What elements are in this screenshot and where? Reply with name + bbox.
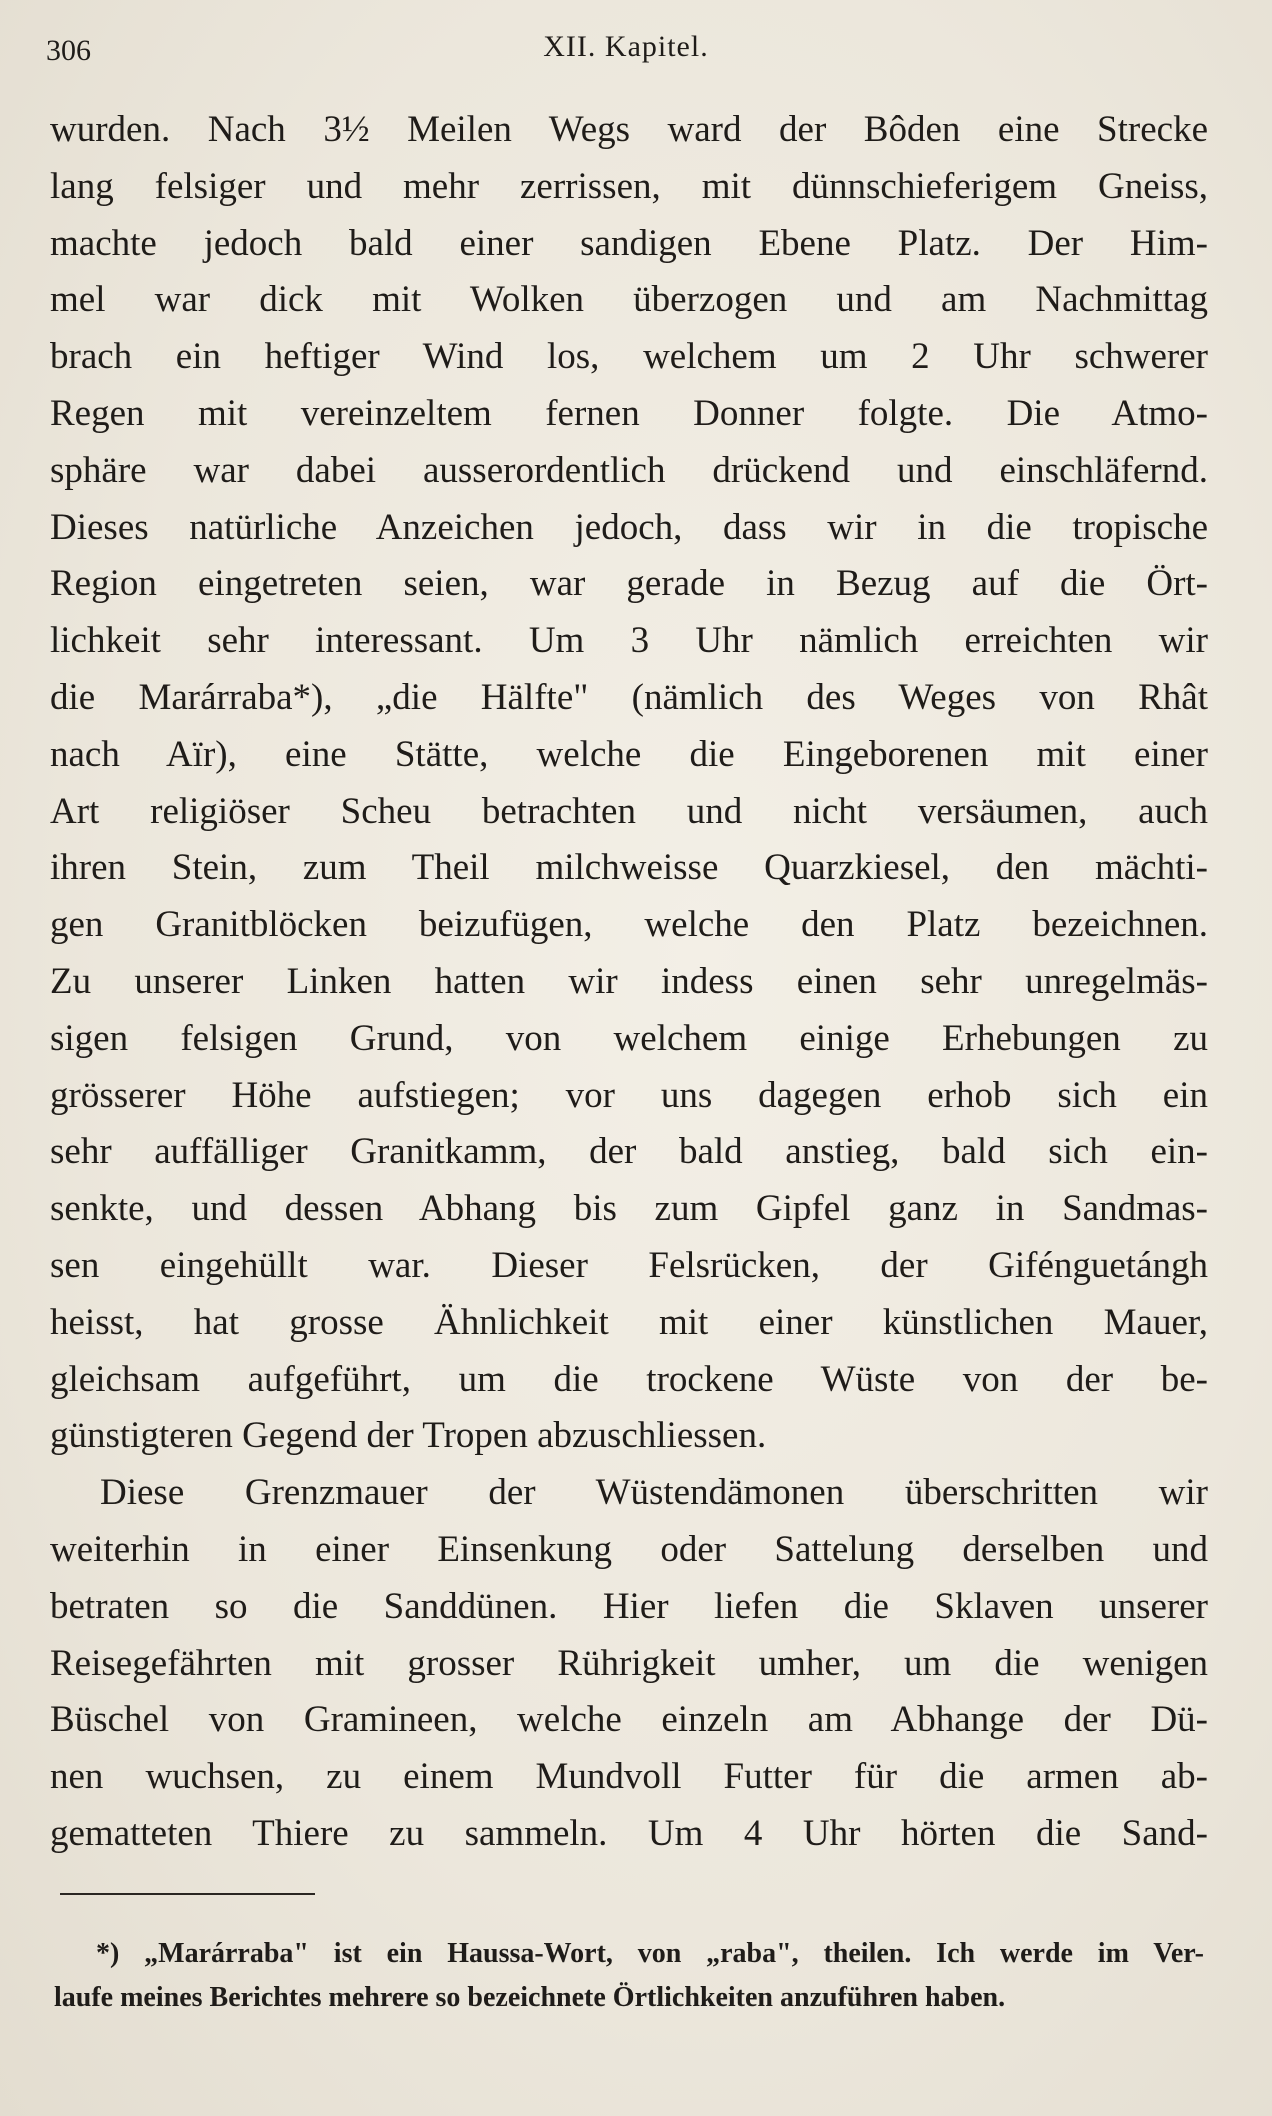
text-line: Zu unserer Linken hatten wir indess einen sehr unregelmäs- <box>50 960 1208 1002</box>
text-line: wurden. Nach 3½ Meilen Wegs ward der Bôden eine Strecke <box>50 109 1208 150</box>
footnote-rule <box>60 1893 315 1895</box>
footnote <box>54 1932 1204 2020</box>
text-line: nach Aïr), eine Stätte, welche die Eingeborenen mit einer <box>50 733 1208 775</box>
text-line: gematteten Thiere zu sammeln. Um 4 Uhr hörten die Sand- <box>50 1812 1208 1854</box>
text-line: lichkeit sehr interessant. Um 3 Uhr nämlich erreichten wir <box>50 620 1208 662</box>
page-number: 306 <box>46 34 91 67</box>
text-line: betraten so die Sanddünen. Hier liefen die Sklaven unserer <box>50 1585 1208 1627</box>
footnote-line: laufe meines Berichtes mehrere so bezeichnete Örtlichkeiten anzuführen haben. <box>54 1982 1006 2013</box>
text-line: lang felsiger und mehr zerrissen, mit dünnschieferigem Gneiss, <box>50 165 1208 207</box>
text-line: Büschel von Gramineen, welche einzeln am Abhange der Dü- <box>50 1699 1208 1741</box>
text-line: weiterhin in einer Einsenkung oder Sattelung derselben und <box>50 1528 1208 1570</box>
text-line: sehr auffälliger Granitkamm, der bald anstieg, bald sich ein- <box>50 1131 1208 1173</box>
text-line: nen wuchsen, zu einem Mundvoll Futter für die armen ab- <box>50 1756 1208 1798</box>
page-header <box>46 30 1206 74</box>
text-line: gen Granitblöcken beizufügen, welche den Platz bezeichnen. <box>50 904 1208 946</box>
text-line: Regen mit vereinzeltem fernen Donner folgte. Die Atmo- <box>50 392 1208 434</box>
running-head: XII. Kapitel. <box>543 30 709 63</box>
text-line: sphäre war dabei ausserordentlich drückend und einschläfernd. <box>50 449 1208 491</box>
footnote-line: *) „Marárraba" ist ein Haussa-Wort, von „raba", theilen. Ich werde im Ver- <box>96 1938 1204 1969</box>
text-line: Region eingetreten seien, war gerade in Bezug auf die Ört- <box>50 563 1208 605</box>
text-line: brach ein heftiger Wind los, welchem um 2 Uhr schwerer <box>50 336 1208 378</box>
text-line: machte jedoch bald einer sandigen Ebene Platz. Der Him- <box>50 222 1208 264</box>
text-line: senkte, und dessen Abhang bis zum Gipfel ganz in Sandmas- <box>50 1188 1208 1230</box>
text-line: heisst, hat grosse Ähnlichkeit mit einer künstlichen Mauer, <box>50 1301 1208 1343</box>
text-line: die Marárraba*), „die Hälfte" (nämlich des Weges von Rhât <box>50 676 1208 718</box>
text-line: mel war dick mit Wolken überzogen und am Nachmittag <box>50 279 1208 321</box>
text-line: Reisegefährten mit grosser Rührigkeit umher, um die wenigen <box>50 1642 1208 1684</box>
body-text <box>50 102 1208 1863</box>
paragraph-start-line: Diese Grenzmauer der Wüstendämonen überschritten wir <box>100 1472 1208 1514</box>
text-line: sen eingehüllt war. Dieser Felsrücken, der Gifénguetángh <box>50 1244 1208 1286</box>
text-line: grösserer Höhe aufstiegen; vor uns dagegen erhob sich ein <box>50 1074 1208 1116</box>
text-line: ihren Stein, zum Theil milchweisse Quarzkiesel, den mächti- <box>50 847 1208 889</box>
paragraph-end-line: günstigteren Gegend der Tropen abzuschliessen. <box>50 1415 767 1457</box>
text-line: gleichsam aufgeführt, um die trockene Wüste von der be- <box>50 1358 1208 1400</box>
text-line: Dieses natürliche Anzeichen jedoch, dass wir in die tropische <box>50 506 1208 548</box>
text-line: Art religiöser Scheu betrachten und nicht versäumen, auch <box>50 790 1208 832</box>
text-line: sigen felsigen Grund, von welchem einige Erhebungen zu <box>50 1017 1208 1059</box>
